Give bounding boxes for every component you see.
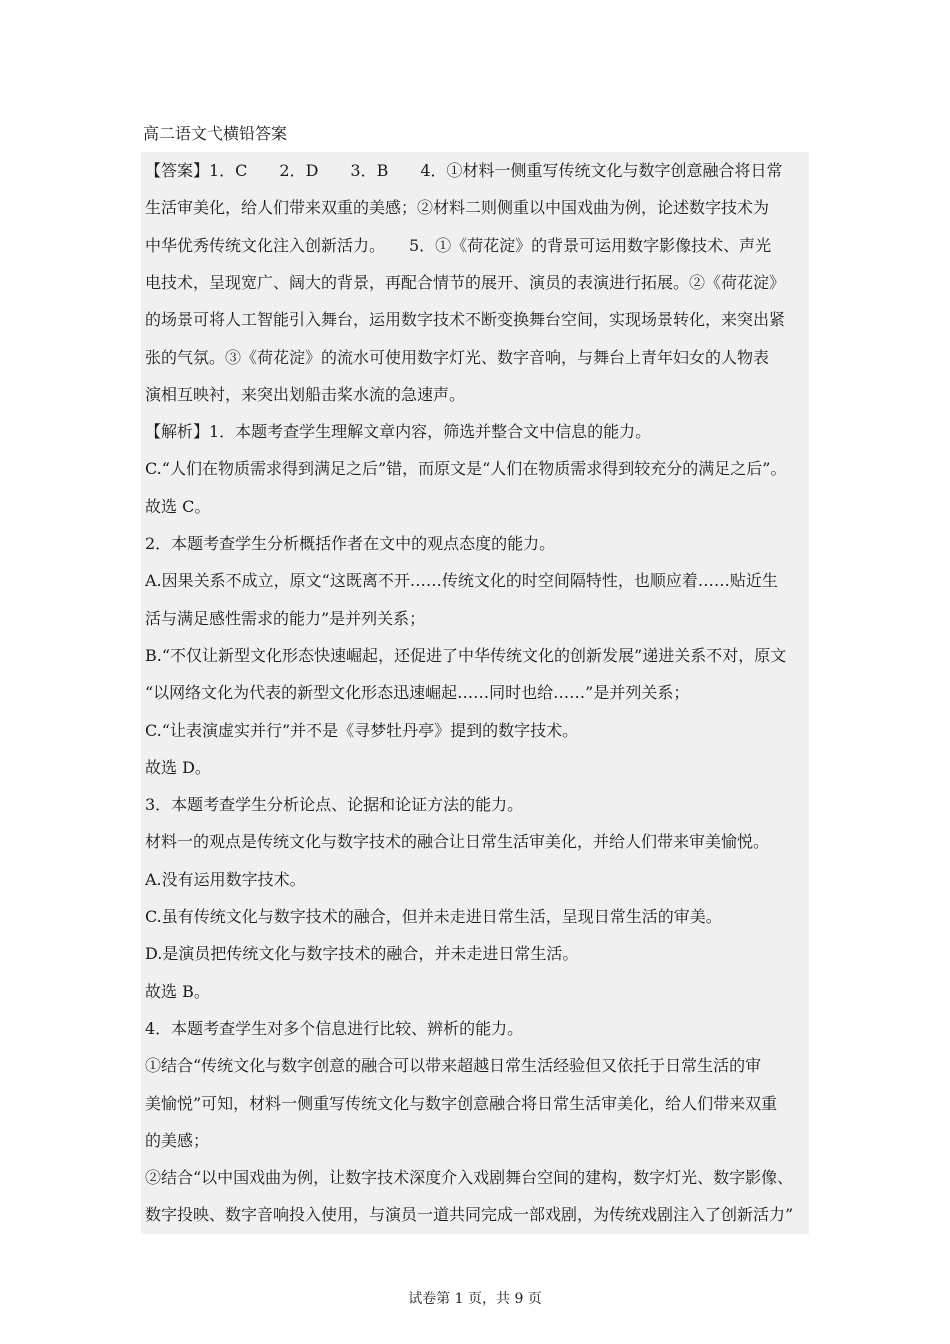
text-line-content: 数字投映、数字音响投入使用，与演员一道共同完成一部戏剧，为传统戏剧注入了创新活力” <box>145 1205 794 1225</box>
text-line-content: C.“让表演虚实并行”并不是《寻梦牡丹亭》提到的数字技术。 <box>145 720 579 740</box>
text-line <box>145 674 809 711</box>
text-line-content: ①结合“传统文化与数字创意的融合可以带来超越日常生活经验但又依托于日常生活的审 <box>145 1056 762 1076</box>
text-line <box>145 525 809 562</box>
text-line <box>145 450 809 487</box>
text-line-content: 的美感； <box>145 1130 210 1150</box>
text-line-content: 【答案】1．C 2．D 3．B 4．①材料一侧重写传统文化与数字创意融合将日常 <box>145 161 783 180</box>
text-line-content: 生活审美化，给人们带来双重的美感；②材料二则侧重以中国戏曲为例，论述数字技术为 <box>145 198 770 218</box>
text-line-content: B.“不仅让新型文化形态快速崛起，还促进了中华传统文化的创新发展”递进关系不对，原文 <box>145 645 787 665</box>
text-line-content: A.因果关系不成立，原文“这既离不开……传统文化的时空间隔特性，也顺应着……贴近生 <box>145 571 778 591</box>
text-line <box>145 749 809 786</box>
text-line-content: 2．本题考查学生分析概括作者在文中的观点态度的能力。 <box>145 534 556 553</box>
text-line <box>145 600 809 637</box>
text-line-content: “以网络文化为代表的新型文化形态迅速崛起……同时也给……”是并列关系； <box>145 683 690 703</box>
text-line <box>145 376 809 413</box>
text-line <box>145 973 809 1010</box>
text-line-content: 故选 B。 <box>145 981 210 1001</box>
text-line-content: 3．本题考查学生分析论点、论据和论证方法的能力。 <box>145 795 524 815</box>
text-line <box>145 1010 809 1047</box>
answer-content <box>141 152 809 1234</box>
text-line <box>145 339 809 376</box>
text-line-content: 电技术，呈现宽广、阔大的背景，再配合情节的展开、演员的表演进行拓展。②《荷花淀》 <box>145 272 786 292</box>
text-line <box>145 1196 809 1233</box>
text-line-content: 故选 D。 <box>145 757 211 777</box>
text-line <box>145 823 809 860</box>
text-line <box>145 898 809 935</box>
text-line <box>145 637 809 674</box>
text-line <box>145 301 809 338</box>
text-line-content: 故选 C。 <box>145 496 211 516</box>
text-line <box>145 1122 809 1159</box>
text-line <box>145 712 809 749</box>
text-line <box>145 1085 809 1122</box>
text-line <box>145 264 809 301</box>
text-line <box>145 227 809 264</box>
text-line-content: 美愉悦”可知，材料一侧重写传统文化与数字创意融合将日常生活审美化，给人们带来双重 <box>145 1093 778 1113</box>
text-line-content: 张的气氛。③《荷花淀》的流水可使用数字灯光、数字音响，与舞台上青年妇女的人物表 <box>145 347 770 367</box>
text-line-content: 4．本题考查学生对多个信息进行比较、辨析的能力。 <box>145 1018 524 1038</box>
text-line-content: C.虽有传统文化与数字技术的融合，但并未走进日常生活，呈现日常生活的审美。 <box>145 907 722 926</box>
text-line-content: ②结合“以中国戏曲为例，让数字技术深度介入戏剧舞台空间的建构，数字灯光、数字影像、 <box>145 1168 794 1188</box>
text-line-content: C.“人们在物质需求得到满足之后”错，而原文是“人们在物质需求得到较充分的满足之后”。 <box>145 459 787 479</box>
text-line <box>145 152 809 189</box>
text-line-content: 的场景可将人工智能引入舞台，运用数字技术不断变换舞台空间，实现场景转化，来突出紧 <box>145 310 786 330</box>
page-footer: 试卷第 1 页，共 9 页 <box>408 1291 542 1307</box>
text-line-content: 中华优秀传统文化注入创新活力。 5．①《荷花淀》的背景可运用数字影像技术、声光 <box>145 235 772 255</box>
text-line <box>145 1159 809 1196</box>
text-line <box>145 1047 809 1084</box>
document-title: 高二语文弋横铅答案 <box>143 124 288 143</box>
text-line <box>145 413 809 450</box>
text-line <box>145 935 809 972</box>
text-line <box>145 562 809 599</box>
text-line-content: 材料一的观点是传统文化与数字技术的融合让日常生活审美化，并给人们带来审美愉悦。 <box>145 832 770 852</box>
text-line <box>145 488 809 525</box>
text-line <box>145 786 809 823</box>
text-line <box>145 861 809 898</box>
text-line-content: D.是演员把传统文化与数字技术的融合，并未走进日常生活。 <box>145 944 579 964</box>
text-line-content: A.没有运用数字技术。 <box>145 869 306 889</box>
text-line-content: 演相互映衬，来突出划船击桨水流的急速声。 <box>145 384 466 404</box>
text-line-content: 【解析】1．本题考查学生理解文章内容，筛选并整合文中信息的能力。 <box>145 422 652 442</box>
text-line-content: 活与满足感性需求的能力”是并列关系； <box>145 608 426 628</box>
text-line <box>145 189 809 226</box>
